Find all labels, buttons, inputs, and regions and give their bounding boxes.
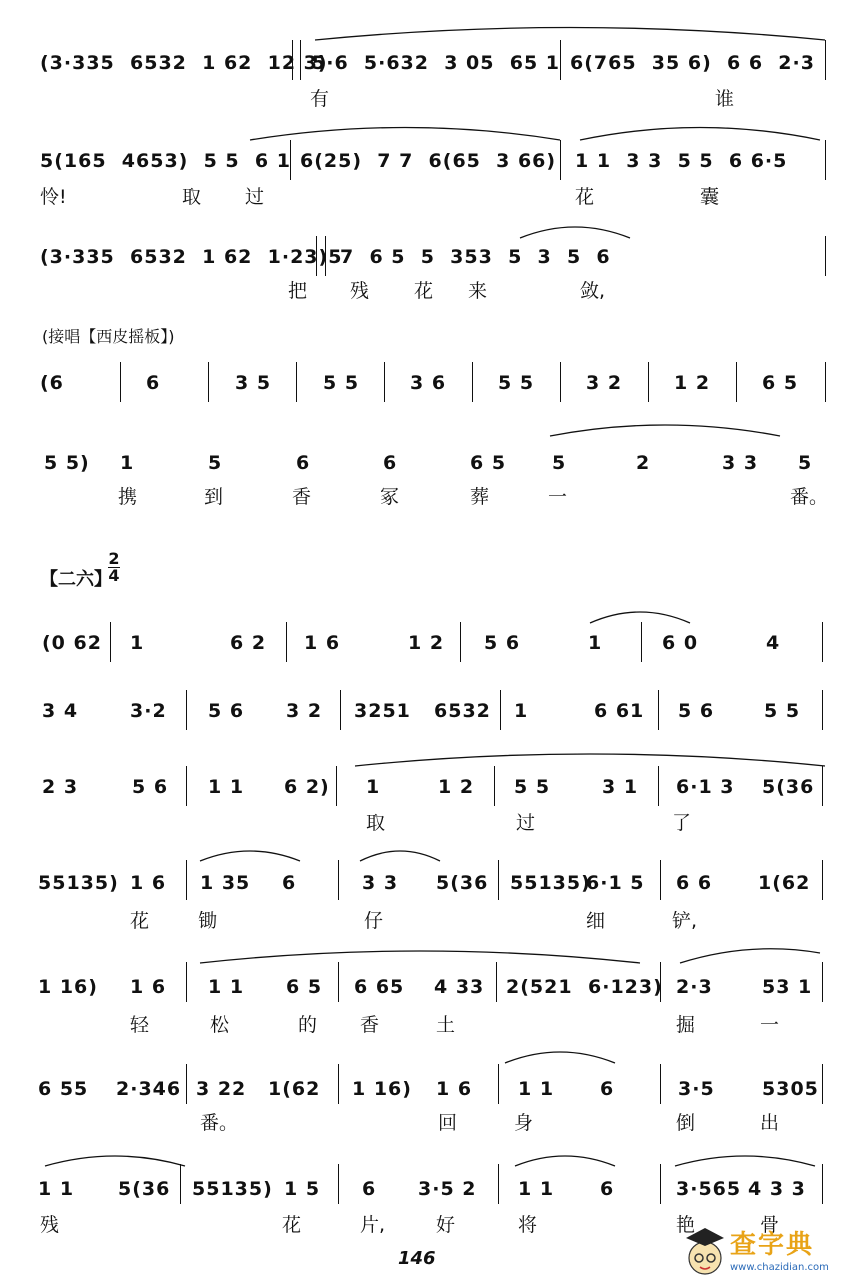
notes-measure: 1 6 [304,632,341,654]
barline [660,1164,661,1204]
slur [355,845,445,867]
time-sig-den: 4 [108,566,120,585]
lyric: 的 [298,1014,318,1036]
notes-measure: 7 6 5 5 353 5 3 5 6 [340,246,611,268]
notes-measure: 6 5 [762,372,799,394]
notes-measure: 3 4 [42,700,79,722]
barline [498,860,499,900]
notes-measure: 3 6 [410,372,447,394]
notes-measure: 6 [383,452,398,474]
notes-measure: 3·565 [676,1178,742,1200]
notes-measure: 3 22 [196,1078,247,1100]
barline [340,690,341,730]
notes-measure: 6 55 [38,1078,89,1100]
lyric: 骨 [760,1214,780,1236]
notes-measure: 5(165 4653) 5 5 6 1 [40,150,291,172]
barline [186,962,187,1002]
slur [40,1150,190,1172]
notes-measure: 5 5 [764,700,801,722]
barline [460,622,461,662]
lyric: 香 [292,486,312,508]
notes-measure: 5 6 [132,776,169,798]
notes-measure: 5 5 [514,776,551,798]
lyric: 一 [548,486,568,508]
notes-measure: 6 [362,1178,377,1200]
notes-measure: 1 1 3 3 5 5 6 6·5 [575,150,788,172]
notes-measure: (6 [40,372,64,394]
notes-measure: 1(62 [268,1078,321,1100]
notes-measure: 5 5) [44,452,90,474]
notes-measure: 3·5 [678,1078,715,1100]
notes-measure: 2 [636,452,651,474]
notes-measure: (3·335 6532 1 62 1·23)5 [40,246,343,268]
notes-measure: 5·6 5·632 3 05 65 1 [312,52,560,74]
lyric: 一 [760,1014,780,1036]
notes-measure: 6 [282,872,297,894]
barline [338,1164,339,1204]
notes-measure: 5 5 [498,372,535,394]
notes-measure: 1 1 [208,776,245,798]
lyric: 花 [282,1214,302,1236]
watermark-url: www.chazidian.com [730,1262,829,1273]
notes-measure: 6 5 [470,452,507,474]
slur [350,748,830,773]
notes-measure: 5 [552,452,567,474]
slur [515,220,635,245]
lyric: 把 [288,280,308,302]
barline [336,766,337,806]
lyric: 番。 [790,486,829,508]
notes-measure: 1 16) [352,1078,412,1100]
notes-measure: 2·3 [676,976,713,998]
notes-measure: 5 5 [323,372,360,394]
lyric: 敛, [580,280,606,302]
lyric: 松 [210,1014,230,1036]
notes-measure: 1 [130,632,145,654]
notes-measure: 53 1 [762,976,813,998]
notes-measure: 3 3 [362,872,399,894]
notes-measure: 1 2 [674,372,711,394]
lyric: 谁 [715,88,735,110]
barline [498,1064,499,1104]
barline [296,362,297,402]
barline [338,1064,339,1104]
barline [208,362,209,402]
barline [110,622,111,662]
notes-measure: 3 2 [586,372,623,394]
notes-measure: 1 5 [284,1178,321,1200]
slur [195,845,305,867]
lyric: 葬 [470,486,490,508]
lyric: 回 [438,1112,458,1134]
notes-measure: 6 65 [354,976,405,998]
notes-measure: 6 [146,372,161,394]
barline [648,362,649,402]
site-watermark[interactable] [680,1218,855,1287]
lyric: 好 [436,1214,456,1236]
slur [500,1045,620,1070]
notes-measure: 1 1 [518,1078,555,1100]
lyric: 锄 [198,910,218,932]
barline [822,622,823,662]
lyric: 香 [360,1014,380,1036]
notes-measure: 5305 [762,1078,819,1100]
lyric: 怜! [40,186,67,208]
lyric: 囊 [700,186,720,208]
notes-measure: 1 [588,632,603,654]
notes-measure: 6 5 [286,976,323,998]
lyric: 花 [414,280,434,302]
lyric: 有 [310,88,330,110]
lyric: 仔 [364,910,384,932]
notes-measure: 6·1 3 [676,776,735,798]
barline [822,690,823,730]
barline [120,362,121,402]
notes-measure: 55135) [38,872,119,894]
barline [498,1164,499,1204]
notes-measure: 4 3 3 [748,1178,806,1200]
barline [286,622,287,662]
barline [500,690,501,730]
notes-measure: 1 1 [38,1178,75,1200]
lyric: 倒 [676,1112,696,1134]
notes-measure: 2(521 [506,976,573,998]
slur [245,120,565,150]
lyric: 将 [518,1214,538,1236]
notes-measure: 6 0 [662,632,699,654]
lyric: 身 [514,1112,534,1134]
lyric: 细 [586,910,606,932]
notes-measure: 3·2 [130,700,167,722]
barline [825,236,826,276]
lyric: 出 [760,1112,780,1134]
notes-measure: (3·335 6532 1 62 12 3) [40,52,328,74]
notes-measure: 3 2 [286,700,323,722]
lyric: 土 [436,1014,456,1036]
notes-measure: 1 [120,452,135,474]
lyric: 花 [575,186,595,208]
notes-measure: 6(765 35 6) 6 6 2·3 [570,52,815,74]
notes-measure: 6 2 [230,632,267,654]
notes-measure: 6 [600,1178,615,1200]
notes-measure: 6 [296,452,311,474]
barline [338,860,339,900]
notes-measure: 6 6 [676,872,713,894]
barline [736,362,737,402]
slur [510,1150,620,1172]
lyric: 轻 [130,1014,150,1036]
barline [822,1164,823,1204]
lyric: 冢 [380,486,400,508]
lyric: 过 [516,812,536,834]
barline [186,766,187,806]
notes-measure: 1 6 [130,872,167,894]
barline [660,860,661,900]
singing-instruction: (接唱【西皮摇板】) [42,327,175,346]
notes-measure: 1 6 [130,976,167,998]
notes-measure: 6532 [434,700,491,722]
notes-measure: 2·346 [116,1078,182,1100]
notes-measure: 4 33 [434,976,485,998]
lyric: 掘 [676,1014,696,1036]
notes-measure: 5 [208,452,223,474]
lyric: 取 [182,186,202,208]
barline [825,362,826,402]
lyric: 番。 [200,1112,239,1134]
barline [384,362,385,402]
barline [822,1064,823,1104]
watermark-brand: 查字典 [730,1230,815,1260]
section-tag: 【二六】 [40,569,112,590]
notes-measure: 6 61 [594,700,645,722]
notes-measure: 1 35 [200,872,251,894]
notes-measure: 6 [600,1078,615,1100]
notes-measure: (0 62 [42,632,102,654]
lyric: 了 [672,812,692,834]
slur [585,605,695,630]
notes-measure: 5 6 [208,700,245,722]
notes-measure: 1 2 [438,776,475,798]
time-signature [108,551,120,584]
lyric: 艳 [676,1214,696,1236]
lyric: 花 [130,910,150,932]
notes-measure: 5 6 [484,632,521,654]
notes-measure: 5(36 [436,872,489,894]
barline [822,860,823,900]
slur [195,945,645,970]
notes-measure: 1 [366,776,381,798]
barline [186,860,187,900]
notes-measure: 1(62 [758,872,811,894]
notes-measure: 55135) [192,1178,273,1200]
lyric: 携 [118,486,138,508]
slur [545,418,785,443]
notes-measure: 3251 [354,700,411,722]
barline [472,362,473,402]
barline [186,1064,187,1104]
notes-measure: 5(36 [762,776,815,798]
barline [658,690,659,730]
notes-measure: 6 2) [284,776,330,798]
barline [186,690,187,730]
notes-measure: 6·1 5 [586,872,645,894]
slur [310,20,830,50]
notes-measure: 1 1 [208,976,245,998]
slur [675,945,825,970]
lyric: 取 [366,812,386,834]
lyric: 到 [204,486,224,508]
barline [825,140,826,180]
notes-measure: 4 [766,632,781,654]
notes-measure: 3 1 [602,776,639,798]
page-number: 146 [398,1248,436,1269]
notes-measure: 5 [798,452,813,474]
notes-measure: 6(25) 7 7 6(65 3 66) [300,150,557,172]
scholar-mascot-icon [680,1222,730,1282]
notes-measure: 1 1 [518,1178,555,1200]
notes-measure: 1 16) [38,976,98,998]
barline [660,1064,661,1104]
notes-measure: 2 3 [42,776,79,798]
notes-measure: 3 5 [235,372,272,394]
notes-measure: 1 6 [436,1078,473,1100]
lyric: 残 [350,280,370,302]
notes-measure: 55135) [510,872,591,894]
notes-measure: 5(36 [118,1178,171,1200]
notes-measure: 3·5 2 [418,1178,477,1200]
lyric: 残 [40,1214,60,1236]
lyric: 来 [468,280,488,302]
lyric: 片, [360,1214,386,1236]
barline [560,362,561,402]
time-sig-num: 2 [108,549,120,568]
slur [670,1150,820,1172]
slur [575,120,825,150]
notes-measure: 5 6 [678,700,715,722]
notes-measure: 1 2 [408,632,445,654]
lyric: 过 [245,186,265,208]
notes-measure: 6·123) [588,976,663,998]
lyric: 铲, [672,910,698,932]
notes-measure: 3 3 [722,452,759,474]
notes-measure: 1 [514,700,529,722]
